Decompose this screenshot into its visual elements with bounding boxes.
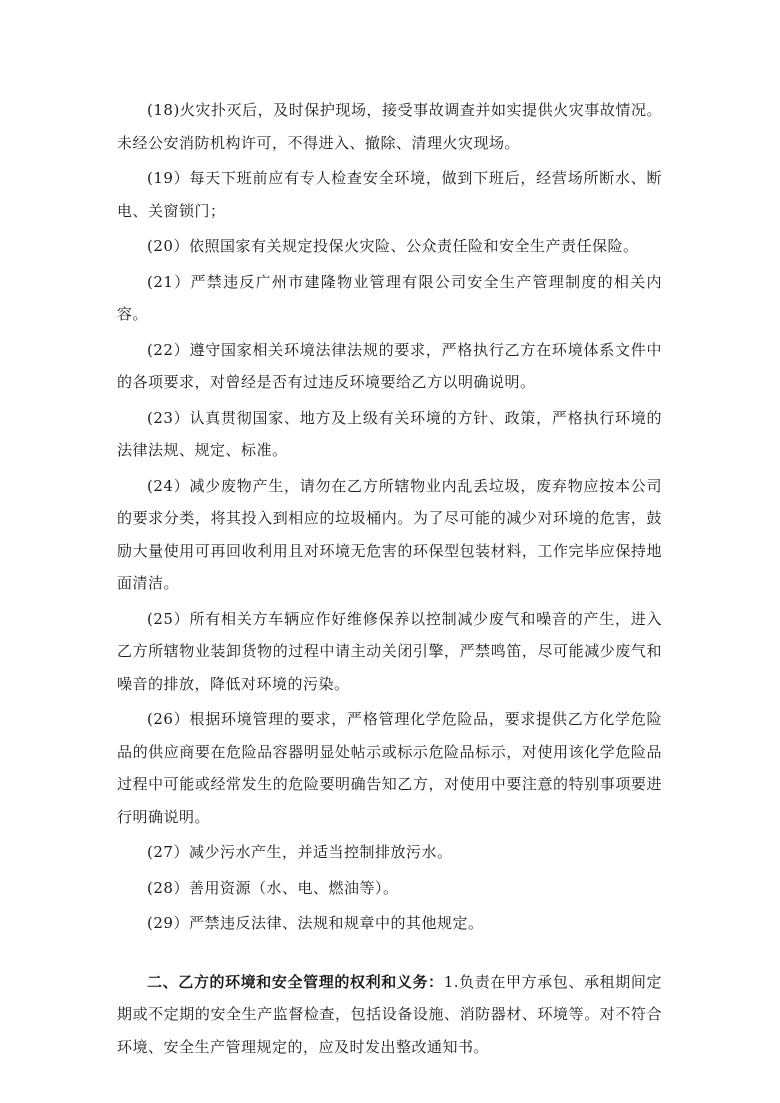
clause-26: (26）根据环境管理的要求，严格管理化学危险品，要求提供乙方化学危险品的供应商要在危险品容器明显处帖示或标示危险品标示，对使用该化学危险品过程中可能或经常发生的危险要明确告知乙方，对使用中要注意的特别事项要进行明确说明。 [117,710,662,826]
clause-25: (25）所有相关方车辆应作好维修保养以控制减少废气和噪音的产生，进入乙方所辖物业装卸货物的过程中请主动关闭引擎，严禁鸣笛，尽可能减少废气和噪音的排放，降低对环境的污染。 [117,609,662,693]
clause-28: (28）善用资源（水、电、燃油等）。 [147,878,399,897]
section-2-body: 1.负责在甲方承包、承租期间定期或不定期的安全生产监督检查，包括设备设施、消防器材、环境等。对不符合环境、安全生产管理规定的，应及时发出整改通知书。 [117,972,662,1056]
clause-20: (20）依照国家有关规定投保火灾险、公众责任险和安全生产责任保险。 [147,237,639,255]
clause-24: (24）减少废物产生，请勿在乙方所辖物业内乱丢垃圾，废弃物应按本公司的要求分类，将其投入到相应的垃圾桶内。为了尽可能的减少对环境的危害，鼓励大量使用可再回收利用且对环境无危害的环保型包装材料，工作完毕应保持地面清洁。 [117,476,662,592]
clause-18: (18)火灾扑灭后，及时保护现场，接受事故调查并如实提供火灾事故情况。未经公安消防机构许可，不得进入、撤除、清理火灾现场。 [117,101,662,152]
clause-27: (27）减少污水产生，并适当控制排放污水。 [147,843,453,861]
clause-21: (21）严禁违反广州市建隆物业管理有限公司安全生产管理制度的相关内容。 [117,272,662,323]
clause-29: (29）严禁违反法律、法规和规章中的其他规定。 [147,914,484,932]
clause-23: (23）认真贯彻国家、地方及上级有关环境的方针、政策，严格执行环境的法律法规、规定、标准。 [117,408,662,459]
clause-19: (19）每天下班前应有专人检查安全环境，做到下班后，经营场所断水、断电、关窗锁门； [117,169,662,220]
document-page [117,94,662,1078]
section-2-heading: 二、乙方的环境和安全管理的权利和义务： [147,972,444,991]
clause-22: (22）遵守国家相关环境法律法规的要求，严格执行乙方在环境体系文件中的各项要求，对曾经是否有过违反环境要给乙方以明确说明。 [117,340,662,391]
section-2-paragraph [117,966,662,1064]
